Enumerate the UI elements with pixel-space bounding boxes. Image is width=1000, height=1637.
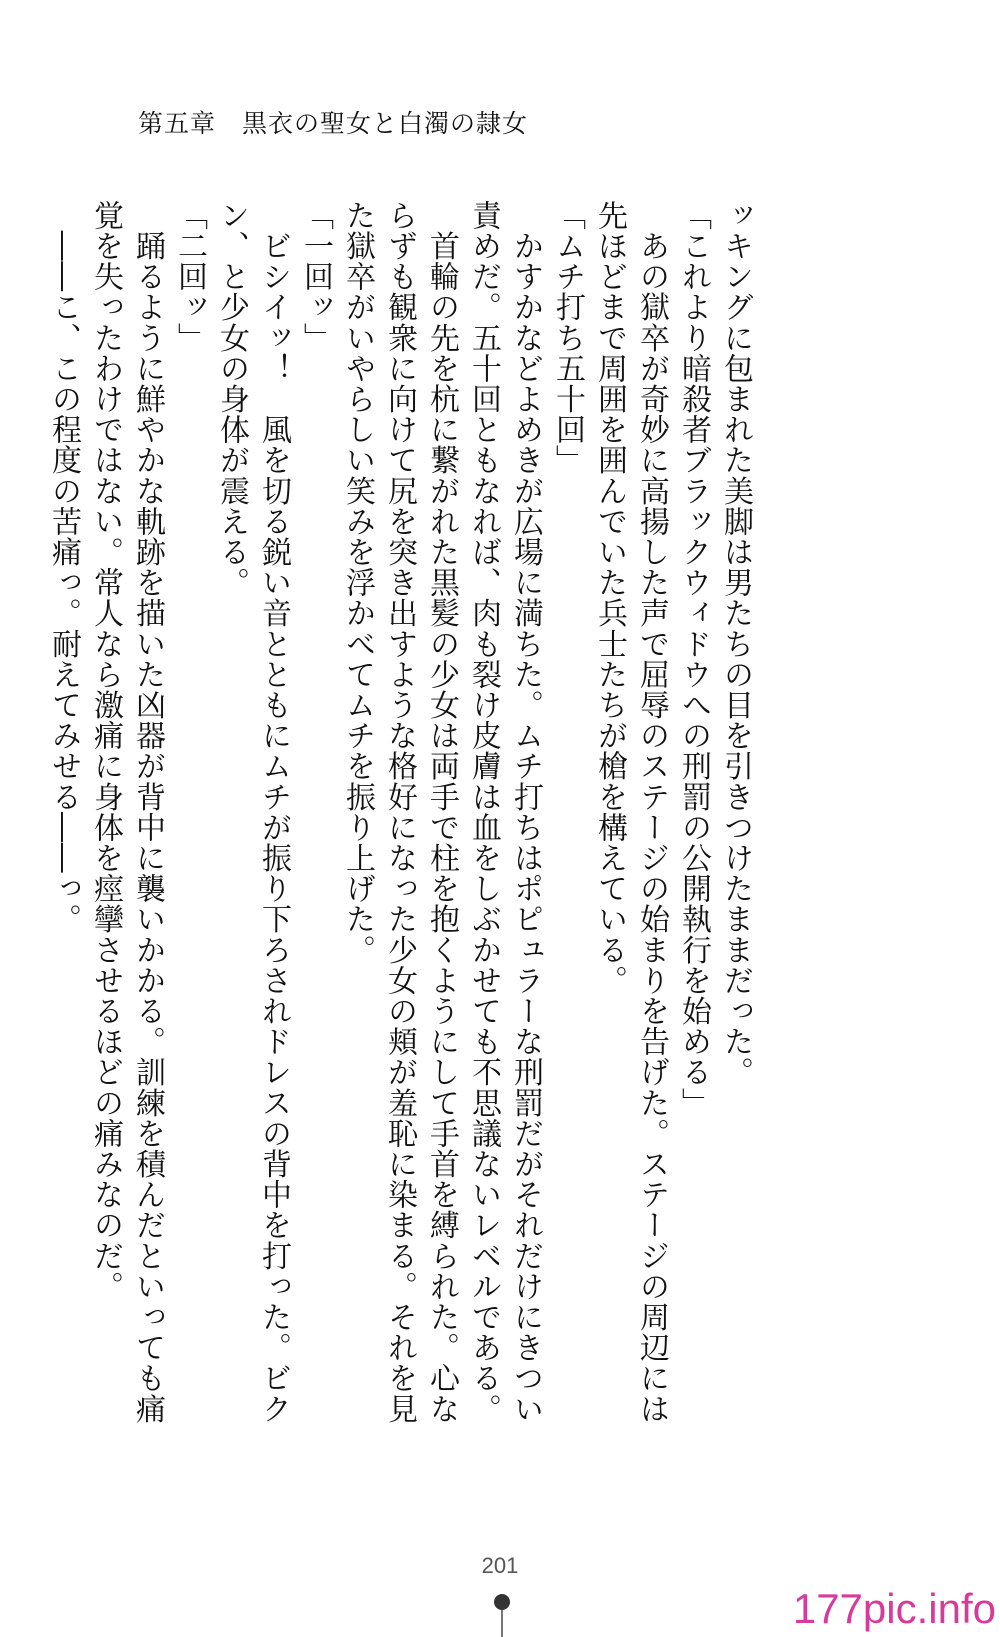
text-line: ッキングに包まれた美脚は男たちの目を引きつけたままだった。 [718,200,753,1088]
text-line: 踊るように鮮やかな軌跡を描いた凶器が背中に襲いかかる。訓練を積んだといっても痛 [130,200,165,1424]
text-line: 首輪の先を杭に繋がれた黒髪の少女は両手で柱を抱くようにして手首を縛られた。心な [424,200,459,1424]
page-marker-stem [501,1610,503,1637]
chapter-header: 第五章 黒衣の聖女と白濁の隷女 [138,109,529,138]
text-line: ン、と少女の身体が震える。 [214,200,249,598]
vertical-text-body [42,200,756,1424]
text-line: 先ほどまで周囲を囲んでいた兵士たちが槍を構えている。 [592,200,627,996]
text-line: らずも観衆に向けて尻を突き出すような格好になった少女の頬が羞恥に染まる。それを見 [382,200,417,1424]
text-line: 「一回ッ」 [298,200,333,353]
text-line: 「二回ッ」 [172,200,207,353]
page-number: 201 [481,1553,519,1578]
text-line: 「ムチ打ち五十回」 [550,200,585,476]
text-line: た獄卒がいやらしい笑みを浮かべてムチを振り上げた。 [340,200,375,965]
text-line: 「これより暗殺者ブラックウィドウへの刑罰の公開執行を始める」 [676,200,711,1118]
text-line: あの獄卒が奇妙に高揚した声で屈辱のステージの始まりを告げた。ステージの周辺には [634,200,669,1424]
page-marker-dot [494,1594,510,1610]
text-line: 覚を失ったわけではない。常人なら激痛に身体を痙攣させるほどの痛みなのだ。 [88,200,123,1302]
text-line: 責めだ。五十回ともなれば、肉も裂け皮膚は血をしぶかせても不思議ないレベルである。 [466,200,501,1424]
site-watermark: 177pic.info [792,1585,996,1632]
text-line: かすかなどよめきが広場に満ちた。ムチ打ちはポピュラーな刑罰だがそれだけにきつい [508,200,543,1424]
text-line: ビシイッ！ 風を切る鋭い音とともにムチが振り下ろされドレスの背中を打った。ビク [256,200,291,1424]
text-line: ――こ、この程度の苦痛っ。耐えてみせる――っ。 [46,200,81,935]
